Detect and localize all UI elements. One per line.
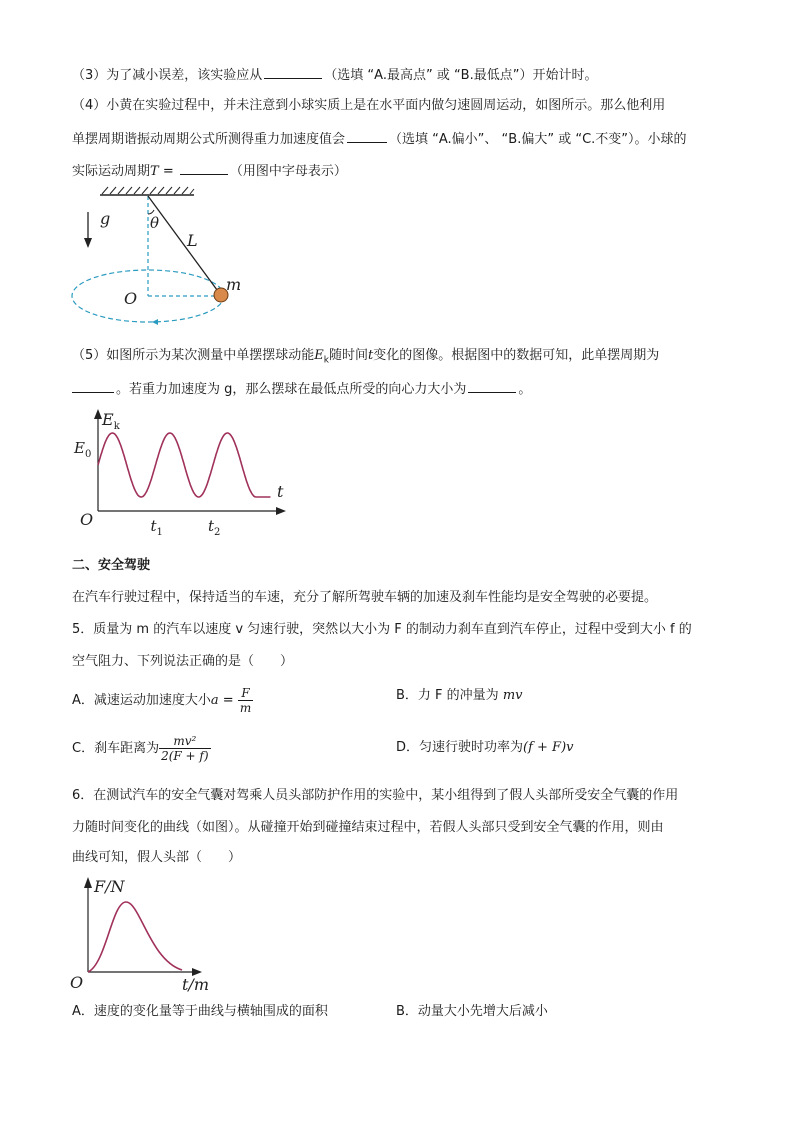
conical-pendulum-figure xyxy=(66,182,256,332)
q5-answer-blank-1[interactable] xyxy=(72,378,114,393)
chart-xlabel: t xyxy=(277,482,284,501)
q6-line2: 力随时间变化的曲线（如图）。从碰撞开始到碰撞结束过程中，若假人头部只受到安全气囊的作用，则由 xyxy=(72,820,664,835)
chart-y-arrow xyxy=(94,409,102,419)
q6-option-b[interactable]: B．动量大小先增大后减小 xyxy=(396,1004,548,1019)
force-y-arrow xyxy=(84,877,92,888)
q3-text-post: （选填 “A.最高点” 或 “B.最低点”）开始计时。 xyxy=(324,68,598,83)
q5-var-E: E xyxy=(314,348,324,363)
chart-series-line xyxy=(98,433,271,497)
q5-var-t: t xyxy=(368,348,374,363)
q5b-option-a[interactable] xyxy=(72,686,253,715)
q5b-line2: 空气阻力、下列说法正确的是（ ） xyxy=(72,654,294,669)
q5b-option-c-label: C．刹车距离为 xyxy=(72,741,160,756)
q4-line3-post: （用图中字母表示） xyxy=(229,164,347,179)
q3-answer-blank[interactable] xyxy=(264,64,322,79)
force-time-figure xyxy=(66,872,226,994)
label-m: m xyxy=(226,275,242,294)
q5-var-sub: k xyxy=(323,355,329,366)
gravity-arrow xyxy=(84,212,92,248)
chart-y-tick-E0: $E_0$ xyxy=(74,439,92,460)
q4-answer-blank-2[interactable] xyxy=(180,160,228,175)
q5-answer-blank-2[interactable] xyxy=(468,378,516,393)
label-L: L xyxy=(187,231,198,250)
label-O: O xyxy=(124,289,138,308)
force-xlabel: t/m xyxy=(182,975,209,994)
force-origin: O xyxy=(70,973,84,992)
q5b-option-c[interactable] xyxy=(72,734,211,763)
q6-line3: 曲线可知，假人头部（ ） xyxy=(72,850,242,865)
q4-line1: （4）小黄在实验过程中，并未注意到小球实质上是在水平面内做匀速圆周运动，如图所示。那么他利用 xyxy=(72,98,666,113)
q5b-option-a-den: m xyxy=(239,701,252,715)
q5b-option-b-label: B．力 F 的冲量为 xyxy=(396,688,499,703)
label-g: g xyxy=(100,209,111,228)
q5b-option-c-fraction xyxy=(159,734,210,763)
q5-line2 xyxy=(72,378,531,400)
pendulum-string xyxy=(148,196,220,294)
force-curve xyxy=(88,902,182,972)
q6-option-a[interactable]: A．速度的变化量等于曲线与横轴围成的面积 xyxy=(72,1004,328,1019)
q3-line xyxy=(72,64,597,86)
q5b-option-a-num: F xyxy=(238,686,253,701)
q5b-option-c-num: mv² xyxy=(159,734,210,749)
chart-x-tick-label-1: $t_1$ xyxy=(150,517,163,538)
ceiling-hatch xyxy=(100,187,194,195)
q5b-option-b-var: mv xyxy=(502,688,523,703)
q5-line1-c: 变化的图像。根据图中的数据可知，此单摆周期为 xyxy=(373,348,660,363)
section2-title: 二、安全驾驶 xyxy=(72,558,151,573)
q5-line2-b: 。 xyxy=(518,382,532,397)
label-theta: θ xyxy=(150,214,160,232)
q4-line3-pre: 实际运动周期 xyxy=(72,164,151,179)
q5-line1-b: 随时间 xyxy=(329,348,369,363)
q5b-line1: 5．质量为 m 的汽车以速度 v 匀速行驶，突然以大小为 F 的制动力刹车直到汽车停止，过程中受到大小 f 的 xyxy=(72,622,692,637)
force-ylabel: F/N xyxy=(94,877,125,896)
q3-text-pre: （3）为了减小误差，该实验应从 xyxy=(72,68,263,83)
q4-line2 xyxy=(72,128,687,150)
q5b-option-a-label: A．减速运动加速度大小 xyxy=(72,693,211,708)
q4-eq: = xyxy=(158,164,178,179)
q5-line1 xyxy=(72,346,659,371)
kinetic-energy-chart xyxy=(70,405,300,540)
chart-x-tick-label-2: $t_2$ xyxy=(208,517,221,538)
q5b-option-d[interactable] xyxy=(396,738,574,758)
q5b-option-b[interactable] xyxy=(396,686,522,706)
q5b-option-a-eq: = xyxy=(218,693,238,708)
chart-ylabel: $E_k$ xyxy=(102,410,120,432)
q4-line3 xyxy=(72,160,347,182)
q6-line1: 6．在测试汽车的安全气囊对驾乘人员头部防护作用的实验中，某小组得到了假人头部所受安全气囊的作用 xyxy=(72,788,679,803)
q5-line2-a: 。若重力加速度为 g，那么摆球在最低点所受的向心力大小为 xyxy=(116,382,467,397)
q4-line2-post: （选填 “A.偏小”、 “B.偏大” 或 “C.不变”）。小球的 xyxy=(389,132,687,147)
q5b-option-c-den: 2(F + f) xyxy=(161,749,209,763)
q4-line2-pre: 单摆周期谐振动周期公式所测得重力加速度值会 xyxy=(72,132,346,147)
section2-intro: 在汽车行驶过程中，保持适当的车速，充分了解所驾驶车辆的加速及刹车性能均是安全驾驶的必要提。 xyxy=(72,590,658,605)
direction-arrow xyxy=(152,319,158,325)
q4-answer-blank-1[interactable] xyxy=(347,128,387,143)
q5-line1-a: （5）如图所示为某次测量中单摆摆球动能 xyxy=(72,348,315,363)
q5b-option-a-var: a xyxy=(210,693,219,708)
q5b-option-d-label: D．匀速行驶时功率为 xyxy=(396,740,524,755)
q5b-option-d-expr: (f + F)v xyxy=(523,740,574,755)
q4-var-T: T xyxy=(150,164,159,179)
chart-origin: O xyxy=(80,510,94,529)
chart-x-arrow xyxy=(276,507,286,515)
q5b-option-a-fraction xyxy=(238,686,253,715)
